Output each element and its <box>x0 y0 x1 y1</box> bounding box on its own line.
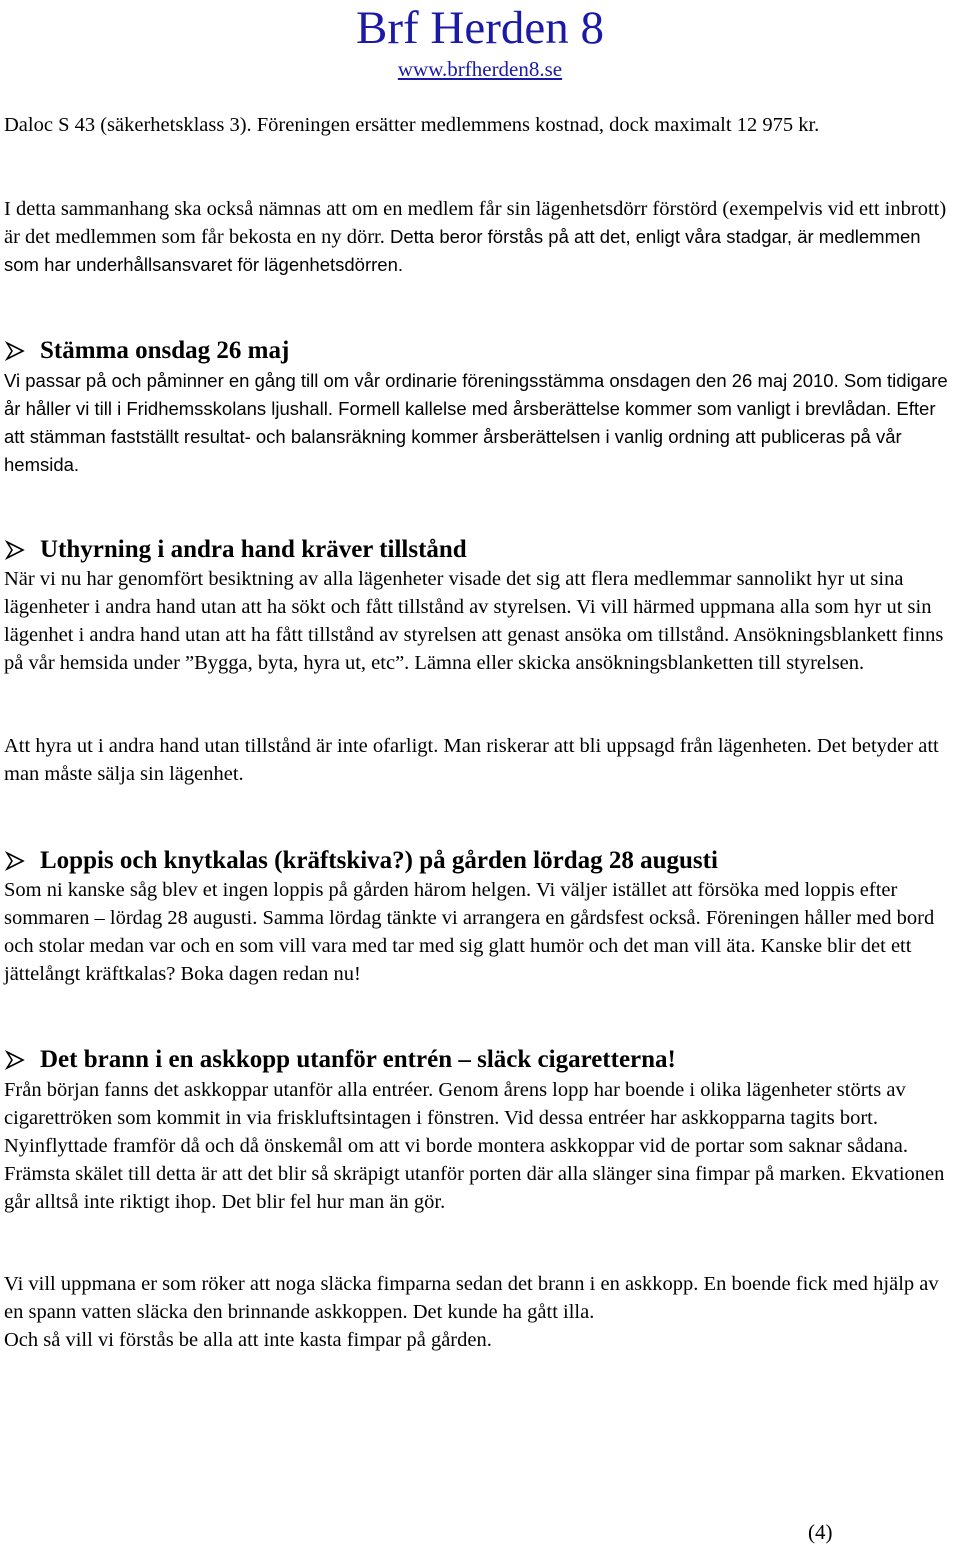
intro-paragraph-1: Daloc S 43 (säkerhetsklass 3). Föreningen ersätter medlemmens kostnad, dock maximalt 12 975 kr. <box>4 114 820 136</box>
section-heading-stamma <box>4 336 956 366</box>
section-paragraph: Från början fanns det askkoppar utanför alla entréer. Genom årens lopp har boende i olika lägenheter störts av cigarettröken som kommit in via friskluftsintagen i fönstren. Vid dessa entréer har askkopparna tagits bort. Nyinflyttade framför då och då önskemål om att vi borde montera askkoppar vid de portar som saknar sådana. Främsta skälet till detta är att det blir så skräpigt utanför porten där alla slänger sina fimpar på marken. Ekvationen går alltså inte riktigt ihop. Det blir fel hur man än gör. <box>4 1079 945 1213</box>
section-paragraph: Vi vill uppmana er som röker att noga släcka fimparna sedan det brann i en askkopp. En boende fick med hjälp av en spann vatten släcka den brinnande askkoppen. Det kunde ha gått illa. <box>4 1273 939 1323</box>
section-heading-text: Loppis och knytkalas (kräftskiva?) på gården lördag 28 augusti <box>40 847 718 874</box>
section-paragraph: Som ni kanske såg blev et ingen loppis på gården härom helgen. Vi väljer istället att försöka med loppis efter sommaren – lördag 28 augusti. Samma lördag tänkte vi arrangera en gårdsfest också. Föreningen håller med bord och stolar medan var och en som vill vara med tar med sig glatt humör och det man vill äta. Kanske blir det ett jättelångt kräftkalas? Boka dagen redan nu! <box>4 879 935 985</box>
section-heading-uthyrning <box>4 535 956 565</box>
intro-paragraph-2-serif: I detta sammanhang ska också nämnas att om en medlem får sin lägenhetsdörr förstörd (exempelvis vid ett inbrott) är det medlemmen som får bekosta en ny dörr. <box>4 198 947 248</box>
page-number: (4) <box>808 1520 833 1544</box>
section-heading-loppis <box>4 846 956 876</box>
website-link[interactable]: www.brfherden8.se <box>397 57 563 81</box>
arrowhead-bullet-icon <box>4 850 26 872</box>
section-heading-text: Uthyrning i andra hand kräver tillstånd <box>40 536 467 563</box>
section-paragraph: Och så vill vi förstås be alla att inte kasta fimpar på gården. <box>4 1329 492 1351</box>
section-heading-brann <box>4 1045 956 1075</box>
arrowhead-bullet-icon <box>4 1049 26 1071</box>
section-paragraph: När vi nu har genomfört besiktning av alla lägenheter visade det sig att flera medlemmar sannolikt hyr ut sina lägenheter i andra hand utan att ha sökt och fått tillstånd av styrelsen. Vi vill härmed uppmana alla som hyr ut sin lägenhet i andra hand utan att ha fått tillstånd av styrelsen att genast ansöka om tillstånd. Ansökningsblankett finns på vår hemsida under ”Bygga, byta, hyra ut, etc”. Lämna eller skicka ansökningsblanketten till styrelsen. <box>4 568 944 674</box>
section-paragraph: Att hyra ut i andra hand utan tillstånd är inte ofarligt. Man riskerar att bli uppsagd från lägenheten. Det betyder att man måste sälja sin lägenhet. <box>4 735 939 785</box>
arrowhead-bullet-icon <box>4 539 26 561</box>
arrowhead-bullet-icon <box>4 340 26 362</box>
intro-paragraph-2-sans: Detta beror förstås på att det, enligt våra stadgar, är medlemmen som har underhållsansvaret för lägenhetsdörren. <box>4 226 921 275</box>
newsletter-title: Brf Herden 8 <box>356 2 604 54</box>
section-heading-text: Stämma onsdag 26 maj <box>40 337 290 364</box>
section-paragraph: Vi passar på och påminner en gång till om vår ordinarie föreningsstämma onsdagen den 26 maj 2010. Som tidigare år håller vi till i Fridhemsskolans ljushall. Formell kallelse med årsberättelse kommer som vanligt i brevlådan. Efter att stämman fastställt resultat- och balansräkning kommer årsberättelsen i vanlig ordning att publiceras på vår hemsida. <box>4 370 948 475</box>
section-heading-text: Det brann i en askkopp utanför entrén – släck cigaretterna! <box>40 1046 676 1073</box>
intro-paragraph-2 <box>4 195 956 279</box>
